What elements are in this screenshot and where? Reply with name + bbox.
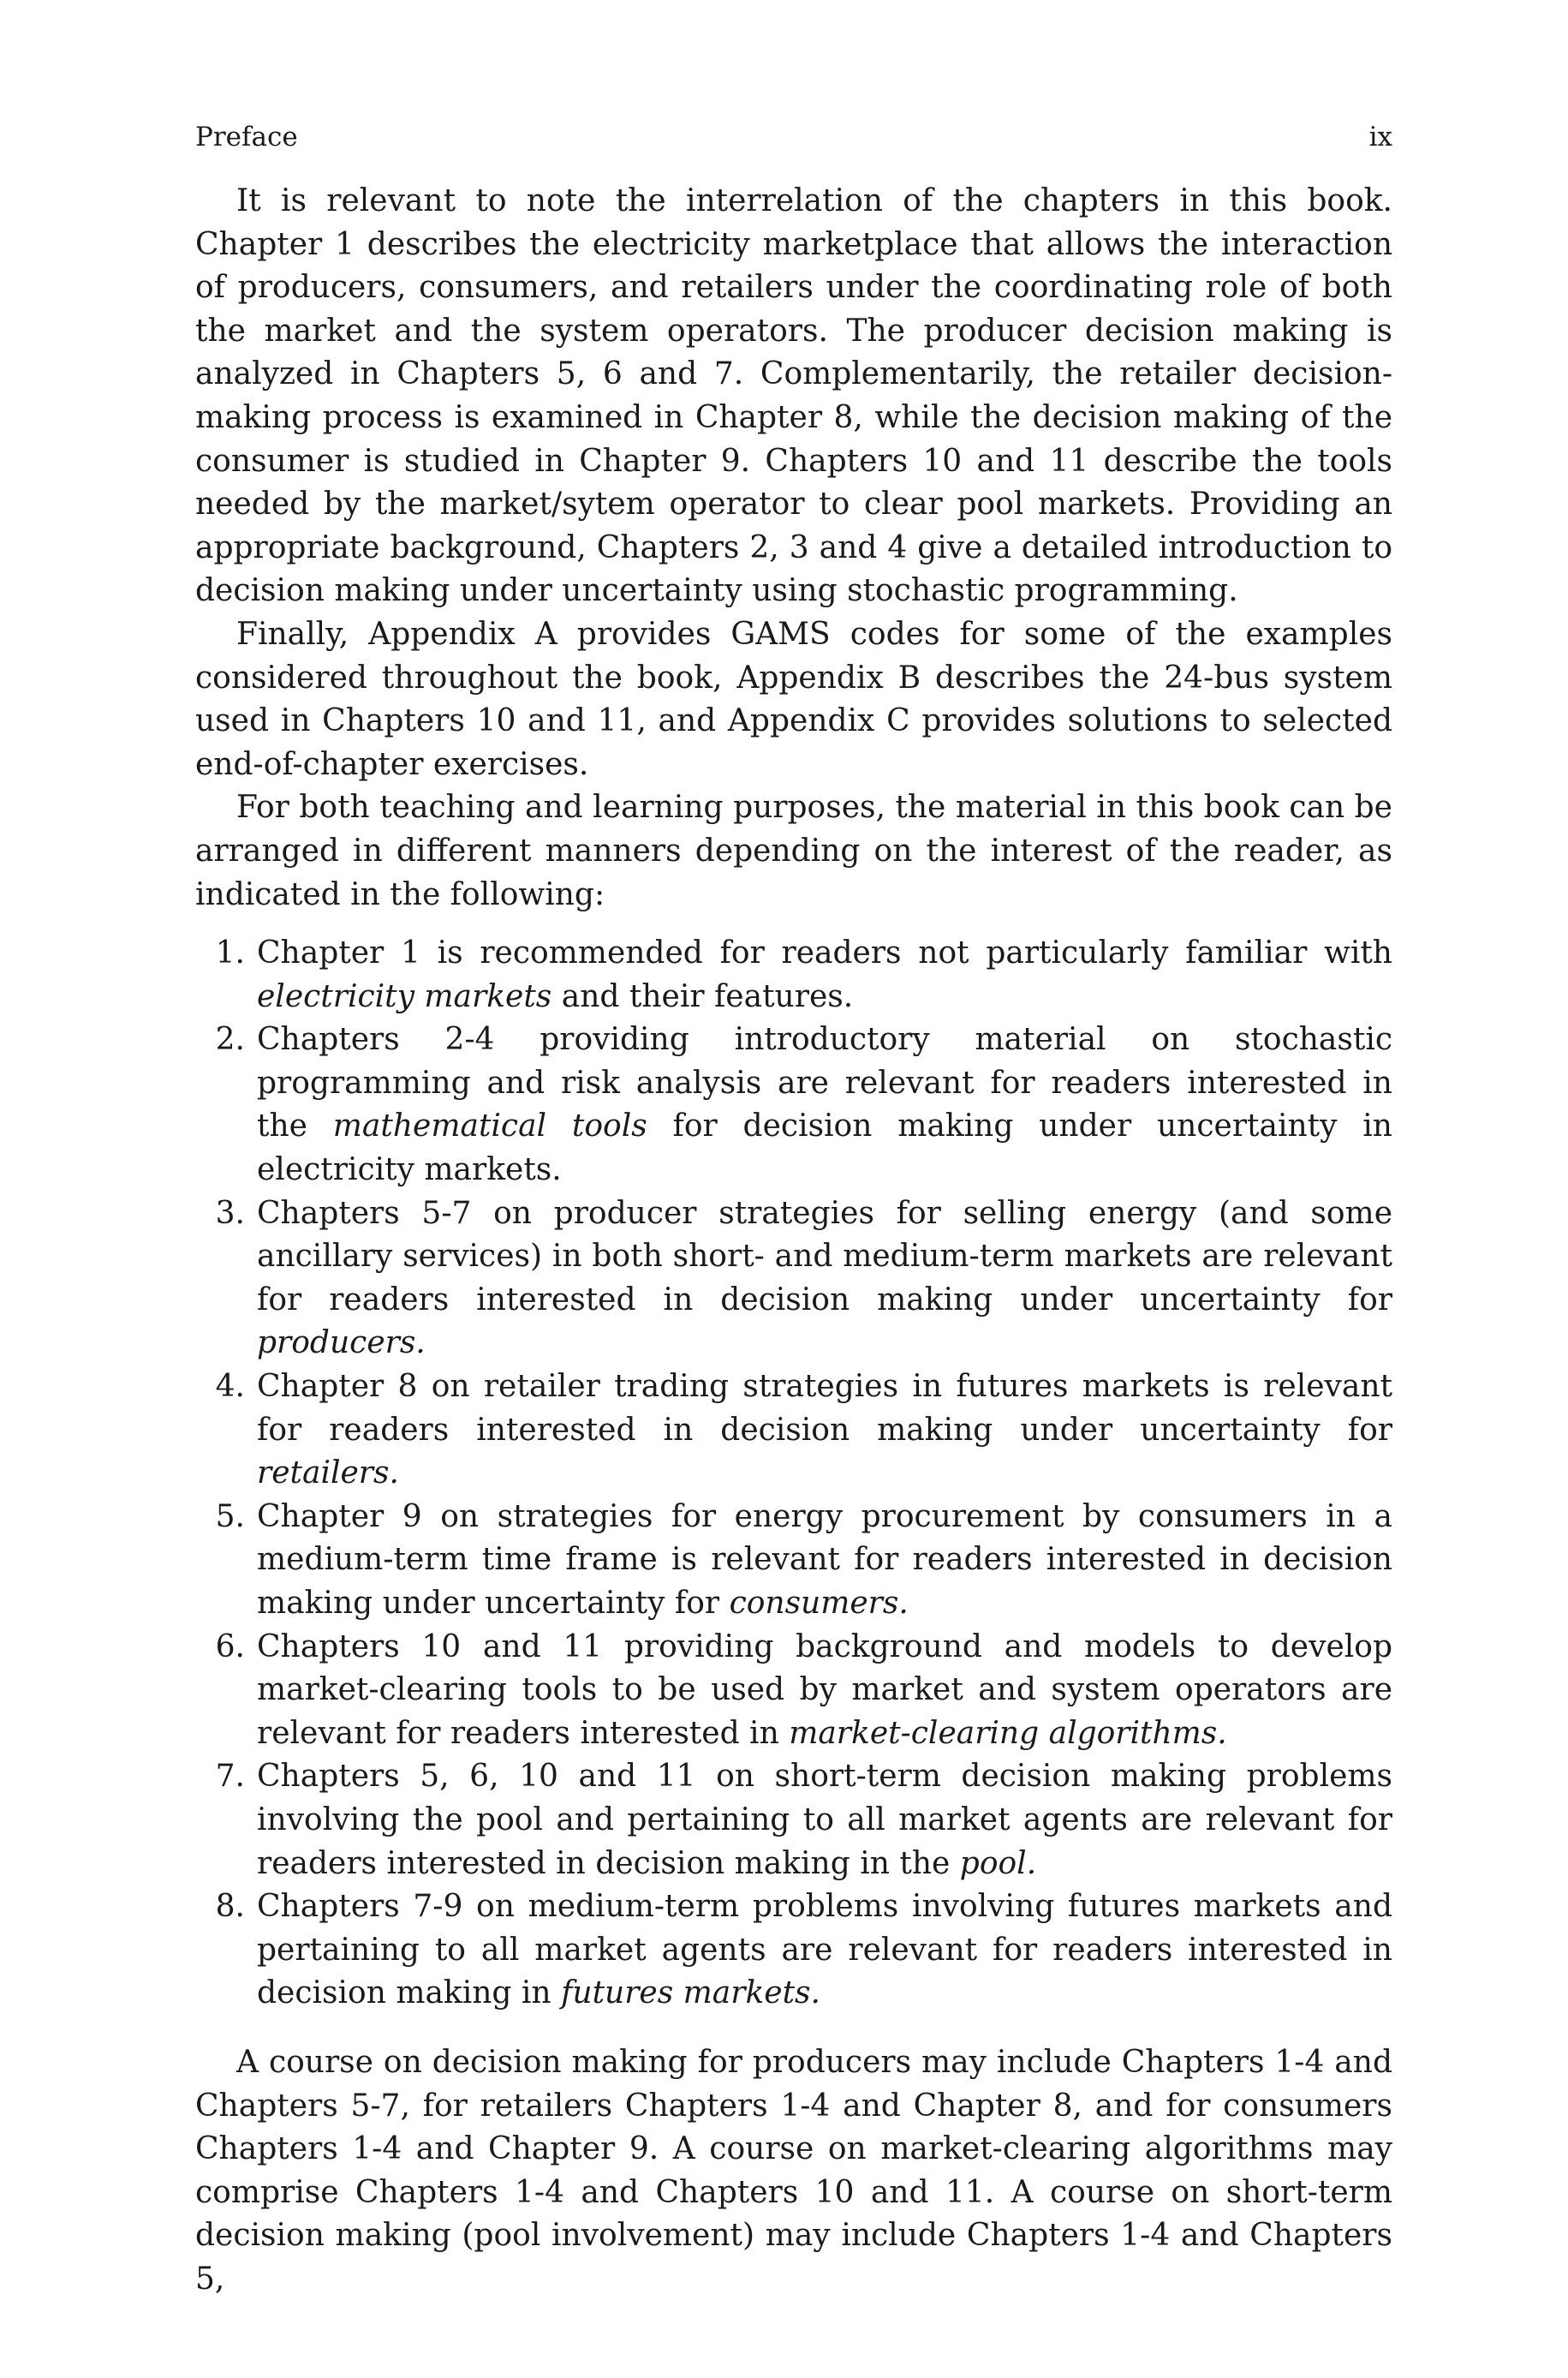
- running-head: [195, 120, 1392, 154]
- list-item: 1. Chapter 1 is recommended for readers not particularly familiar with electricity markets and their features.: [195, 932, 1392, 1019]
- list-item: 3. Chapters 5-7 on producer strategies for selling energy (and some ancillary services) in both short- and medium-term markets are relevant for readers interested in decision making under uncertainty for producers.: [195, 1192, 1392, 1365]
- list-item-number: 3.: [215, 1195, 245, 1231]
- list-item-number: 1.: [215, 935, 245, 971]
- list-item: 7. Chapters 5, 6, 10 and 11 on short-term decision making problems involving the pool and pertaining to all market agents are relevant for readers interested in decision making in the pool.: [195, 1755, 1392, 1885]
- list-item-number: 6.: [215, 1628, 245, 1664]
- body-text: [195, 180, 1392, 2302]
- reader-guide-list: [195, 932, 1392, 2016]
- list-item-number: 4.: [215, 1369, 245, 1405]
- book-page: [195, 120, 1392, 2302]
- paragraph-appendices: Finally, Appendix A provides GAMS codes for some of the examples considered throughout the book, Appendix B describes the 24-bus system used in Chapters 10 and 11, and Appendix C provides solutions to selected end-of-chapter exercises.: [195, 616, 1392, 782]
- list-item: 6. Chapters 10 and 11 providing background and models to develop market-clearing tools to be used by market and system operators are relevant for readers interested in market-clearing algorithms.: [195, 1626, 1392, 1756]
- paragraph-chapter-interrelation: It is relevant to note the interrelation of the chapters in this book. Chapter 1 describes the electricity marketplace that allows the interaction of producers, consumers, and retailers under the coordinating role of both the market and the system operators. The producer decision making is analyzed in Chapters 5, 6 and 7. Complementarily, the retailer decision-making process is examined in Chapter 8, while the decision making of the consumer is studied in Chapter 9. Chapters 10 and 11 describe the tools needed by the market/sytem operator to clear pool markets. Providing an appropriate background, Chapters 2, 3 and 4 give a detailed introduction to decision making under uncertainty using stochastic programming.: [195, 183, 1392, 609]
- paragraph-course-suggestions: A course on decision making for producers may include Chapters 1-4 and Chapters 5-7, for retailers Chapters 1-4 and Chapter 8, and for consumers Chapters 1-4 and Chapter 9. A course on market-clearing algorithms may comprise Chapters 1-4 and Chapters 10 and 11. A course on short-term decision making (pool involvement) may include Chapters 1-4 and Chapters 5,: [195, 2044, 1392, 2297]
- list-item-number: 5.: [215, 1498, 245, 1534]
- paragraph-arrangement-intro: For both teaching and learning purposes, the material in this book can be arranged in different manners depending on the interest of the reader, as indicated in the following:: [195, 790, 1392, 912]
- list-item-number: 2.: [215, 1022, 245, 1058]
- list-item: 2. Chapters 2-4 providing introductory material on stochastic programming and risk analysis are relevant for readers interested in the mathematical tools for decision making under uncertainty in electricity markets.: [195, 1019, 1392, 1192]
- list-item: 8. Chapters 7-9 on medium-term problems involving futures markets and pertaining to all market agents are relevant for readers interested in decision making in futures markets.: [195, 1885, 1392, 2016]
- list-item: 4. Chapter 8 on retailer trading strategies in futures markets is relevant for readers interested in decision making under uncertainty for retailers.: [195, 1365, 1392, 1496]
- list-item-number: 7.: [215, 1759, 245, 1795]
- list-item: 5. Chapter 9 on strategies for energy procurement by consumers in a medium-term time frame is relevant for readers interested in decision making under uncertainty for consumers.: [195, 1496, 1392, 1626]
- list-item-number: 8.: [215, 1889, 245, 1925]
- section-title: Preface: [195, 122, 298, 152]
- page-number: ix: [1368, 122, 1392, 152]
